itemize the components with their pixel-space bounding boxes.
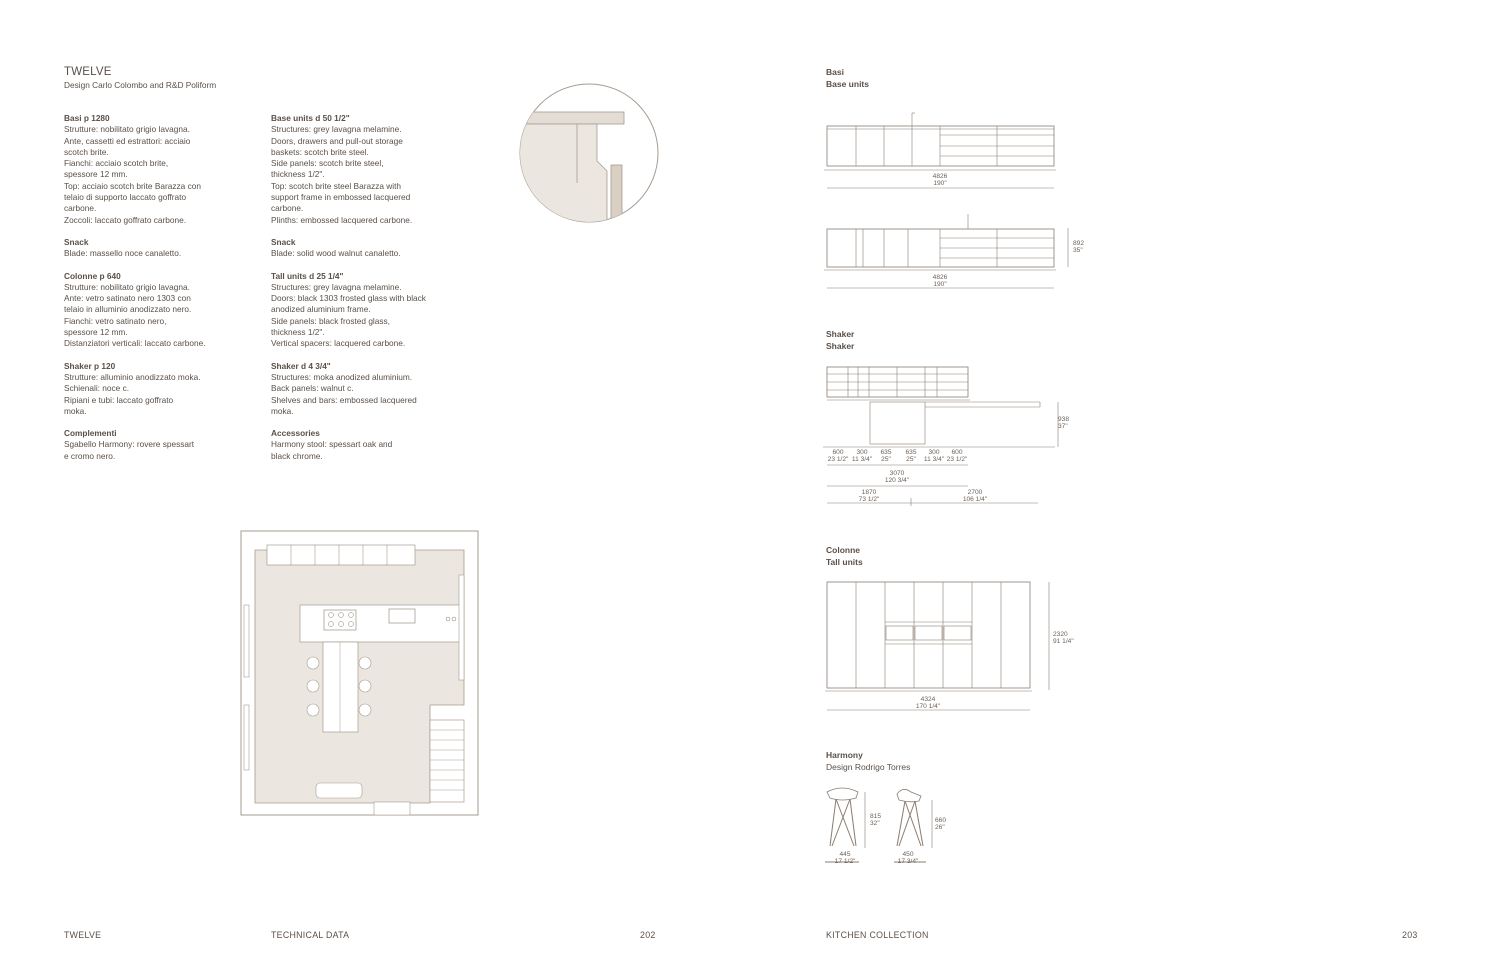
footer-right-page-number: 203 <box>1402 930 1418 940</box>
spec-block <box>271 271 471 350</box>
dim-stool-high-height <box>870 813 886 827</box>
dim-shaker-module <box>826 449 850 463</box>
section-label-harmony <box>826 750 910 773</box>
spec-block <box>64 237 254 260</box>
section-label-shaker <box>826 329 854 352</box>
dim-shaker-height <box>1058 416 1082 430</box>
detail-circle-drawing <box>519 83 661 225</box>
dim-in: 23 1/2" <box>827 456 849 463</box>
spec-heading: Accessories <box>271 428 320 439</box>
spec-block <box>64 113 254 226</box>
dim-in: 26" <box>935 824 945 831</box>
dim-in: 11 3/4" <box>923 456 945 463</box>
section-label-colonne <box>826 545 863 568</box>
dim-stool-low-height <box>935 817 951 831</box>
dim-stool-low-width <box>896 851 920 865</box>
dim-shaker-total <box>877 470 917 484</box>
dim-in: 190" <box>933 180 947 187</box>
spec-text: Strutture: alluminio anodizzato moka. Schienali: noce c. Ripiani e tubi: laccato goffrato moka. <box>64 371 201 416</box>
dim-in: 37" <box>1058 423 1068 430</box>
section-label-en: Base units <box>826 78 869 89</box>
footer-left-section: TECHNICAL DATA <box>271 930 350 940</box>
dim-in: 190" <box>933 281 947 288</box>
spec-text: Harmony stool: spessart oak and black chrome. <box>271 439 393 461</box>
spec-block <box>64 428 254 462</box>
dim-shaker-module <box>945 449 969 463</box>
dim-shaker-right <box>955 489 995 503</box>
section-label-en: Shaker <box>826 340 855 351</box>
dim-in: 17 3/4" <box>897 858 919 865</box>
dim-mm: 4826 <box>932 173 948 180</box>
spec-block <box>271 428 471 462</box>
dim-mm: 1870 <box>861 489 877 496</box>
dim-colonne-width <box>908 696 948 710</box>
section-label-it: Shaker <box>826 329 855 339</box>
dim-colonne-height <box>1053 631 1081 645</box>
dim-mm: 2320 <box>1053 631 1068 638</box>
spec-block <box>64 361 254 417</box>
spec-text: Blade: massello noce canaletto. <box>64 248 182 259</box>
spec-text: Strutture: nobilitato grigio lavagna. Ante: vetro satinato nero 1303 con telaio in alluminio anodizzato nero. Fianchi: vetro satinato nero, spessore 12 mm. Distanziatori verticali: laccato carbone. <box>64 281 206 349</box>
dim-in: 11 3/4" <box>851 456 873 463</box>
dim-in: 120 3/4" <box>884 477 910 484</box>
section-label-name: Harmony <box>826 750 863 760</box>
dim-mm: 600 <box>951 449 963 456</box>
spec-block <box>271 113 471 226</box>
dim-mm: 4324 <box>920 696 936 703</box>
spec-block <box>271 361 471 417</box>
dim-in: 106 1/4" <box>962 496 988 503</box>
spec-heading: Tall units d 25 1/4" <box>271 270 344 281</box>
spec-text: Strutture: nobilitato grigio lavagna. Ante, cassetti ed estrattori: acciaio scotch brite. Fianchi: acciaio scotch brite, spessore 12 mm. Top: acciaio scotch brite Barazza con telaio di supporto laccato goffrato carbone. Zoccoli: laccato goffrato carbone. <box>64 124 201 225</box>
spec-text: Structures: grey lavagna melamine. Doors, drawers and pull-out storage baskets: scotch brite steel. Side panels: scotch brite steel, thickness 1/2". Top: scotch brite steel Barazza with support frame in embossed lacquered carbone. Plinths: embossed lacquered carbone. <box>271 124 413 225</box>
spec-heading: Basi p 1280 <box>64 113 110 123</box>
dim-basi-side-width <box>920 274 960 288</box>
section-label-it: Colonne <box>826 545 860 555</box>
section-label-it: Basi <box>826 67 844 77</box>
dim-mm: 4826 <box>932 274 948 281</box>
dim-mm: 445 <box>839 851 851 858</box>
spec-text: Structures: moka anodized aluminium. Back panels: walnut c. Shelves and bars: embossed lacquered moka. <box>271 371 417 416</box>
spec-heading: Colonne p 640 <box>64 270 121 281</box>
footer-right-section: KITCHEN COLLECTION <box>826 930 929 940</box>
dim-mm: 2700 <box>967 489 983 496</box>
dim-mm: 450 <box>902 851 914 858</box>
colonne-elevation <box>820 578 1060 714</box>
spec-text: Sgabello Harmony: rovere spessart e cromo nero. <box>64 439 195 461</box>
footer-left-name: TWELVE <box>64 930 102 940</box>
spec-heading: Complementi <box>64 428 117 439</box>
dim-mm: 300 <box>856 449 868 456</box>
spec-block <box>271 237 471 260</box>
section-label-basi <box>826 67 869 90</box>
page-subtitle: Design Carlo Colombo and R&D Poliform <box>64 80 217 90</box>
dim-shaker-module <box>874 449 898 463</box>
section-label-designer: Design Rodrigo Torres <box>826 761 911 772</box>
spec-text: Structures: grey lavagna melamine. Doors: black 1303 frosted glass with black anodized aluminium frame. Side panels: black frosted glass, thickness 1/2". Vertical spacers: lacquered carbone. <box>271 281 426 349</box>
dim-stool-high-width <box>833 851 857 865</box>
dim-mm: 892 <box>1073 240 1085 247</box>
spec-heading: Shaker p 120 <box>64 360 116 371</box>
dim-mm: 938 <box>1058 416 1070 423</box>
dim-in: 25" <box>881 456 891 463</box>
dim-in: 25" <box>906 456 916 463</box>
dim-mm: 660 <box>935 817 947 824</box>
dim-shaker-module <box>922 449 946 463</box>
section-label-en: Tall units <box>826 556 863 567</box>
dim-mm: 600 <box>832 449 844 456</box>
dim-mm: 815 <box>870 813 882 820</box>
dim-in: 23 1/2" <box>946 456 968 463</box>
dim-in: 73 1/2" <box>858 496 880 503</box>
dim-basi-front-width <box>920 173 960 187</box>
dim-mm: 635 <box>880 449 892 456</box>
dim-in: 32" <box>870 820 880 827</box>
spec-heading: Snack <box>271 236 296 247</box>
specs-italian <box>64 113 254 462</box>
dim-mm: 300 <box>928 449 940 456</box>
specs-english <box>271 113 471 462</box>
dim-mm: 3070 <box>889 470 905 477</box>
footer-left-page-number: 202 <box>640 930 656 940</box>
dim-shaker-module <box>899 449 923 463</box>
dim-in: 35" <box>1073 247 1083 254</box>
spec-text: Blade: solid wood walnut canaletto. <box>271 248 401 259</box>
dim-shaker-module <box>850 449 874 463</box>
page-title: TWELVE <box>64 66 112 78</box>
dim-shaker-left <box>849 489 889 503</box>
dim-in: 91 1/4" <box>1053 638 1074 645</box>
spec-heading: Snack <box>64 236 89 247</box>
dim-mm: 635 <box>905 449 917 456</box>
floor-plan-drawing <box>240 530 480 817</box>
spec-block <box>64 271 254 350</box>
dim-in: 170 1/4" <box>915 703 941 710</box>
spec-heading: Shaker d 4 3/4" <box>271 360 331 371</box>
spec-heading: Base units d 50 1/2" <box>271 113 350 123</box>
dim-in: 17 1/2" <box>834 858 856 865</box>
dim-basi-height <box>1073 240 1097 254</box>
